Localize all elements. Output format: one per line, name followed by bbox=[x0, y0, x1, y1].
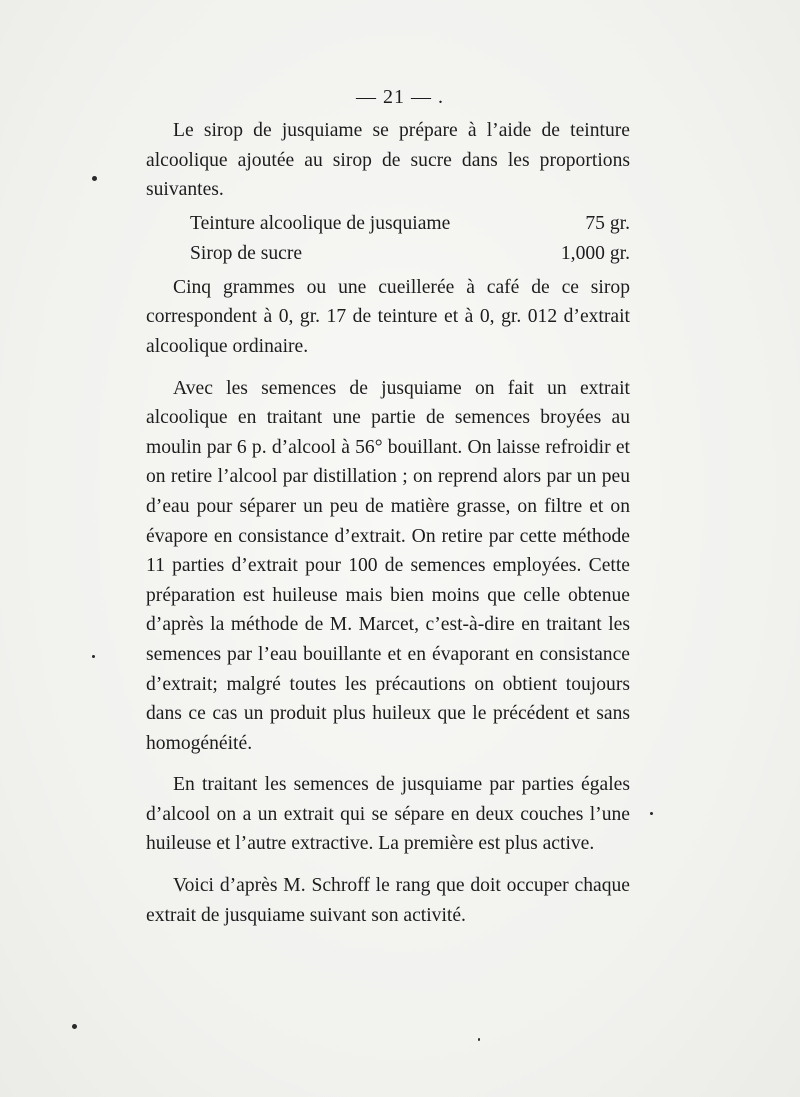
ink-speck bbox=[92, 655, 95, 658]
recipe-ingredient: Teinture alcoolique de jusquiame bbox=[190, 212, 451, 234]
ink-speck bbox=[72, 1024, 77, 1029]
paragraph-schroff: Voici d’après M. Schroff le rang que doit occuper chaque extrait de jusquiame suivant son activité. bbox=[146, 875, 630, 926]
recipe-ingredient: Sirop de sucre bbox=[190, 242, 303, 264]
recipe-amount: 75 gr. bbox=[585, 212, 630, 234]
page-number: — 21 — . bbox=[356, 86, 444, 108]
recipe-table bbox=[190, 209, 630, 269]
paragraph-semences: Avec les semences de jusquiame on fait un extrait alcoolique en traitant une partie de semences broyées au moulin par 6 p. d’alcool à 56° bouillant. On laisse refroidir et on retire l’alcool par distillation ; on reprend alors par un peu d’eau pour séparer un peu de matière grasse, on filtre et on évapore en consistance d’extrait. On retire par cette méthode 11 parties d’extrait pour 100 de semences employées. Cette préparation est huileuse mais bien moins que celle obtenue d’après la méthode de M. Marcet, c’est-à-dire en traitant les semences par l’eau bouillante et en évaporant en consistance d’extrait; malgré toutes les précautions on obtient toujours dans ce cas un produit plus huileux que le précédent et sans homogénéité. bbox=[146, 377, 630, 754]
ink-speck bbox=[478, 1038, 480, 1041]
paragraph-sirop: Le sirop de jusquiame se prépare à l’aide de teinture alcoolique ajoutée au sirop de sucre dans les proportions suivantes. bbox=[146, 120, 630, 201]
recipe-amount: 1,000 gr. bbox=[560, 242, 630, 264]
ink-speck bbox=[650, 812, 653, 815]
paragraph-gap bbox=[146, 362, 630, 374]
paragraph-gap bbox=[146, 859, 630, 871]
paragraph-dosage: Cinq grammes ou une cueillerée à café de ce sirop correspondent à 0, gr. 17 de teinture et à 0, gr. 012 d’extrait alcoolique ordinaire. bbox=[146, 276, 630, 357]
body-text bbox=[146, 116, 630, 930]
paragraph-gap bbox=[146, 758, 630, 770]
paragraph-couches: En traitant les semences de jusquiame par parties égales d’alcool on a un extrait qui se sépare en deux couches l’une huileuse et l’autre extractive. La première est plus active. bbox=[146, 774, 630, 855]
recipe-row bbox=[190, 209, 630, 239]
ink-speck bbox=[92, 176, 97, 181]
recipe-row bbox=[190, 239, 630, 269]
